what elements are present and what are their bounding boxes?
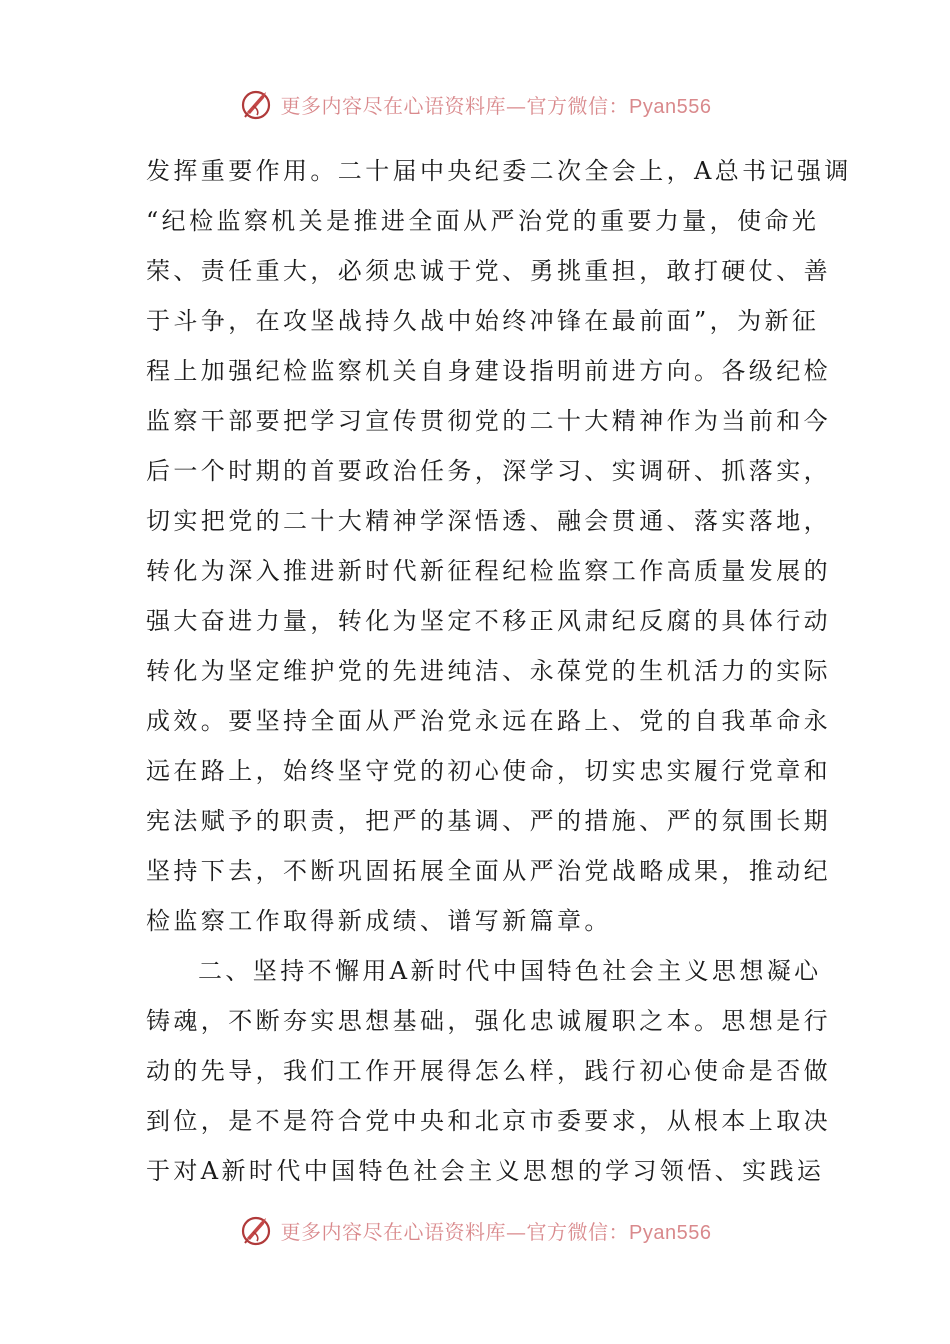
wechat-id: Pyan556 bbox=[629, 1221, 712, 1244]
text-line: 坚持下去，不断巩固拓展全面从严治党战略成果，推动纪 bbox=[146, 857, 831, 885]
text-line: 监察干部要把学习宣传贯彻党的二十大精神作为当前和今 bbox=[146, 407, 831, 435]
document-body bbox=[146, 146, 852, 1196]
section-heading-line: 二、坚持不懈用A新时代中国特色社会主义思想凝心 bbox=[198, 957, 822, 985]
footer-banner bbox=[0, 1210, 950, 1250]
text-line: 成效。要坚持全面从严治党永远在路上、党的自我革命永 bbox=[146, 707, 831, 735]
text-line: 转化为坚定维护党的先进纯洁、永葆党的生机活力的实际 bbox=[146, 657, 831, 685]
wechat-id: Pyan556 bbox=[629, 95, 712, 118]
text-line: 铸魂，不断夯实思想基础，强化忠诚履职之本。思想是行 bbox=[146, 1007, 831, 1035]
text-line: 荣、责任重大，必须忠诚于党、勇挑重担，敢打硬仗、善 bbox=[146, 257, 831, 285]
text-line: “纪检监察机关是推进全面从严治党的重要力量，使命光 bbox=[146, 207, 820, 235]
text-line: 宪法赋予的职责，把严的基调、严的措施、严的氛围长期 bbox=[146, 807, 831, 835]
text-line: 远在路上，始终坚守党的初心使命，切实忠实履行党章和 bbox=[146, 757, 831, 785]
text-line: 程上加强纪检监察机关自身建设指明前进方向。各级纪检 bbox=[146, 357, 831, 385]
text-line: 转化为深入推进新时代新征程纪检监察工作高质量发展的 bbox=[146, 557, 831, 585]
text-line: 强大奋进力量，转化为坚定不移正风肃纪反腐的具体行动 bbox=[146, 607, 831, 635]
text-line: 检监察工作取得新成绩、谱写新篇章。 bbox=[146, 907, 612, 935]
footer-banner-text: 更多内容尽在心语资料库—官方微信：Pyan556 bbox=[280, 1219, 712, 1244]
text-line: 后一个时期的首要政治任务，深学习、实调研、抓落实， bbox=[146, 457, 831, 485]
text-line: 切实把党的二十大精神学深悟透、融会贯通、落实落地， bbox=[146, 507, 831, 535]
text-line: 动的先导，我们工作开展得怎么样，践行初心使命是否做 bbox=[146, 1057, 831, 1085]
pen-logo-icon bbox=[239, 86, 275, 122]
pen-logo-icon bbox=[239, 1212, 275, 1248]
header-banner-text: 更多内容尽在心语资料库—官方微信：Pyan556 bbox=[280, 93, 712, 118]
text-line: 发挥重要作用。二十届中央纪委二次全会上，A总书记强调 bbox=[146, 157, 852, 185]
header-banner bbox=[0, 84, 950, 124]
text-line: 到位，是不是符合党中央和北京市委要求，从根本上取决 bbox=[146, 1107, 831, 1135]
text-line: 于斗争，在攻坚战持久战中始终冲锋在最前面”，为新征 bbox=[146, 307, 820, 335]
text-line: 于对A新时代中国特色社会主义思想的学习领悟、实践运 bbox=[146, 1157, 825, 1185]
